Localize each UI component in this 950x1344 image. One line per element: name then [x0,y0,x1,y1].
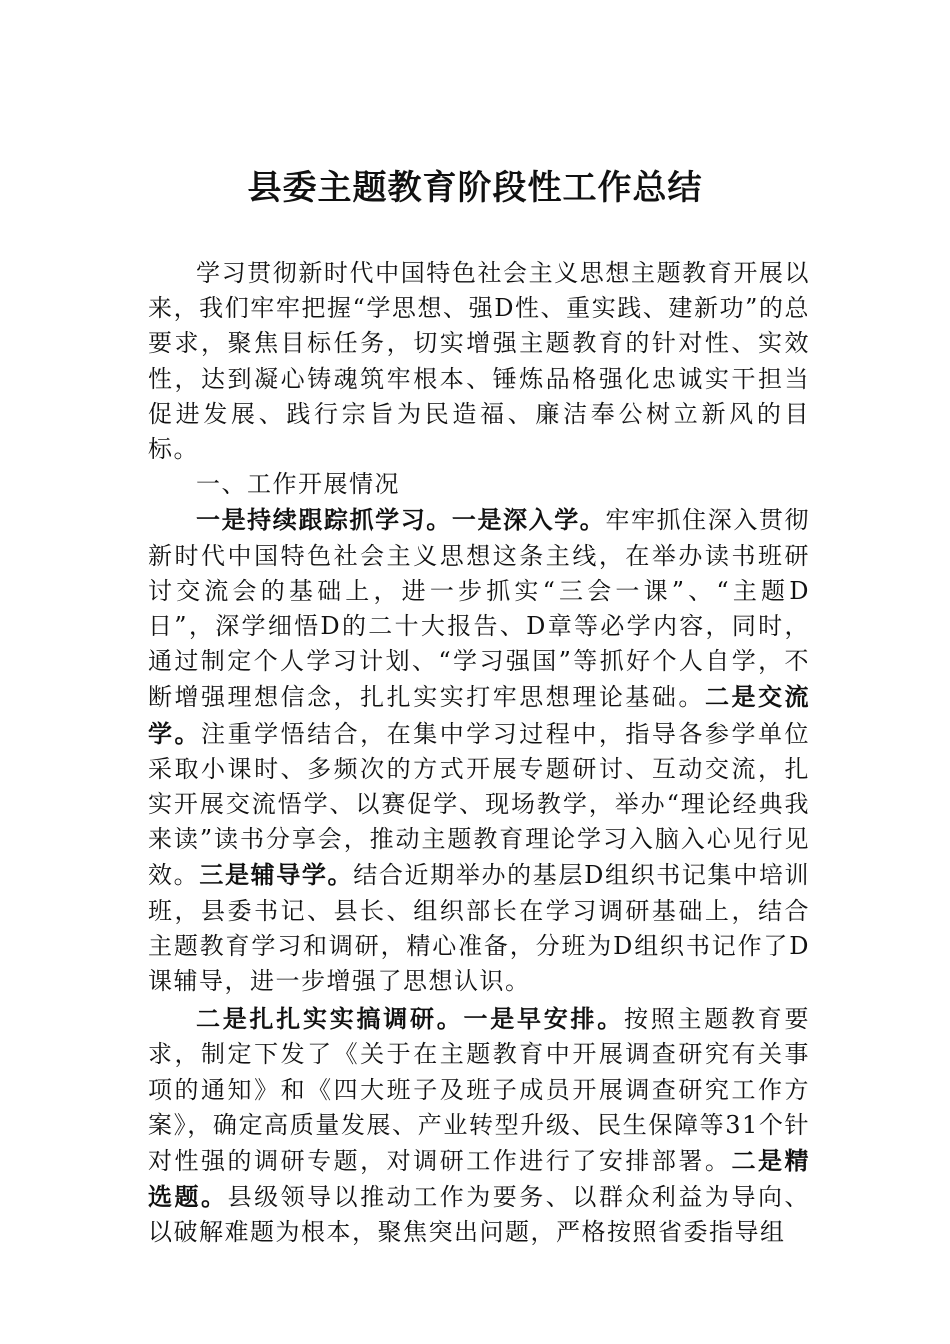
item2-sub1-text: 按照主题教育要求，制定下发了《关于在主题教育中开展调查研究有关事项的通知》和《四大班子及班子成员开展调查研究工作方案》，确定高质量发展、产业转型升级、民生保障等31个针对性强的调研专题，对调研工作进行了安排部署。 [148,1005,810,1176]
paragraph-research [148,1001,810,1250]
document-title: 县委主题教育阶段性工作总结 [247,168,703,208]
item1-sub1-lead: 一是深入学。 [451,505,606,535]
section-heading [148,467,810,502]
document-body [148,256,810,1251]
item1-sub2-text: 注重学悟结合，在集中学习过程中，指导各参学单位采取小课时、多频次的方式开展专题研讨、互动交流，扎实开展交流悟学、以赛促学、现场教学，举办“理论经典我来读”读书分享会，推动主题教育理论学习入脑入心见行见效。 [148,719,811,890]
item1-sub2-lead: 二是交流学。 [148,682,810,748]
section-heading-text: 一、工作开展情况 [196,470,400,499]
item2-sub1-lead: 一是早安排。 [463,1004,624,1034]
item2-lead: 二是扎扎实实搞调研。 [196,1004,464,1034]
item1-sub3-lead: 三是辅导学。 [199,860,354,890]
item1-sub1-text: 牢牢抓住深入贯彻新时代中国特色社会主义思想这条主线，在举办读书班研讨交流会的基础上，进一步抓实“三会一课”、“主题D日”，深学细悟D的二十大报告、D章等必学内容，同时，通过制定个人学习计划、“学习强国”等抓好个人自学，不断增强理想信念，扎扎实实打牢思想理论基础。 [148,506,811,712]
intro-paragraph: 学习贯彻新时代中国特色社会主义思想主题教育开展以来，我们牢牢把握“学思想、强D性、重实践、建新功”的总要求，聚焦目标任务，切实增强主题教育的针对性、实效性，达到凝心铸魂筑牢根本、锤炼品格强化忠诚实干担当促进发展、践行宗旨为民造福、廉洁奉公树立新风的目标。 [148,259,810,464]
paragraph-study [148,502,810,999]
item2-sub2-lead: 二是精选题。 [148,1146,811,1212]
item1-sub3-text: 结合近期举办的基层D组织书记集中培训班，县委书记、县长、组织部长在学习调研基础上，结合主题教育学习和调研，精心准备，分班为D组织书记作了D课辅导，进一步增强了思想认识。 [148,861,811,996]
item1-lead: 一是持续跟踪抓学习。 [196,505,452,535]
item2-sub2-text: 县级领导以推动工作为要务、以群众利益为导向、以破解难题为根本，聚焦突出问题，严格按照省委指导组 [148,1183,810,1247]
